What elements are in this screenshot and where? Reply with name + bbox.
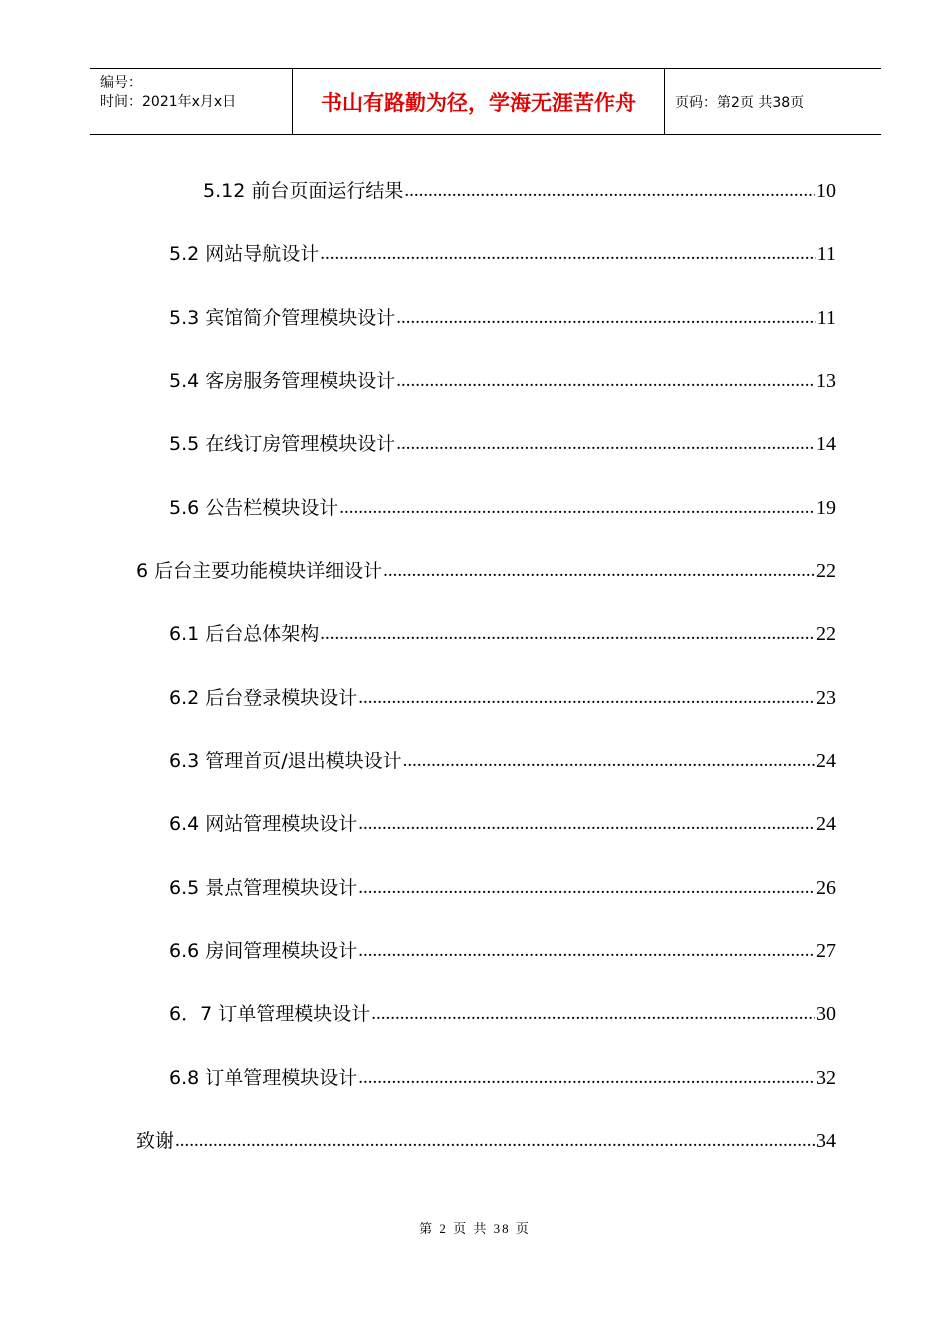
toc-entry[interactable] [169,363,836,393]
toc-leader-dots [358,686,815,710]
toc-entry-label: 6.6 房间管理模块设计 [169,940,358,962]
toc-entry-page: 10 [816,180,836,202]
toc-leader-dots [320,622,815,646]
toc-entry-label: 6.1 后台总体架构 [169,623,320,645]
toc-entry[interactable] [169,1060,836,1090]
toc-leader-dots [396,306,815,330]
number-label: 编号： [100,75,142,91]
time-label: 时间：2021年x月x日 [100,94,237,110]
toc-entry-page: 19 [816,497,836,519]
toc-leader-dots [358,939,815,963]
toc-entry-label: 5.3 宾馆简介管理模块设计 [169,307,396,329]
toc-entry-page: 11 [816,307,836,329]
toc-entry-page: 14 [816,433,836,455]
toc-entry-label: 5.2 网站导航设计 [169,243,320,265]
toc-entry-page: 34 [816,1130,836,1152]
toc-leader-dots [403,749,815,773]
toc-leader-dots [320,242,815,266]
toc-entry-page: 24 [816,813,836,835]
toc-leader-dots [404,179,815,203]
toc-entry-label: 6.4 网站管理模块设计 [169,813,358,835]
toc-entry[interactable] [169,426,836,456]
toc-leader-dots [371,1002,815,1026]
toc-leader-dots [358,1066,815,1090]
toc-entry[interactable] [169,236,836,266]
toc-entry[interactable] [169,490,836,520]
toc-entry-page: 22 [816,623,836,645]
toc-entry-page: 26 [816,877,836,899]
page-header [90,68,881,135]
toc-entry-page: 13 [816,370,836,392]
page-footer: 第 2 页 共 38 页 [419,1221,531,1236]
toc-entry-page: 11 [816,243,836,265]
toc-entry[interactable] [169,806,836,836]
toc-entry-page: 24 [816,750,836,772]
toc-entry[interactable] [169,300,836,330]
toc-entry[interactable] [169,616,836,646]
toc-leader-dots [383,559,815,583]
toc-entry-page: 22 [816,560,836,582]
toc-entry-label: 5.12 前台页面运行结果 [203,180,404,202]
toc-entry[interactable] [169,680,836,710]
motto-text: 书山有路勤为径，学海无涯苦作舟 [293,69,665,134]
toc-entry-label: 6．7 订单管理模块设计 [169,1003,371,1025]
toc-entry-label: 5.6 公告栏模块设计 [169,497,339,519]
toc-entry-label: 5.4 客房服务管理模块设计 [169,370,396,392]
toc-entry[interactable] [169,743,836,773]
toc-entry-label: 6.3 管理首页/退出模块设计 [169,750,402,772]
toc-leader-dots [396,369,815,393]
toc-entry[interactable] [169,996,836,1026]
toc-entry[interactable] [136,1123,836,1153]
toc-entry-page: 23 [816,687,836,709]
toc-entry[interactable] [169,870,836,900]
toc-entry-label: 6.2 后台登录模块设计 [169,687,358,709]
toc-entry[interactable] [203,173,836,203]
toc-entry-page: 30 [816,1003,836,1025]
toc-leader-dots [175,1129,815,1153]
header-meta-cell [90,69,293,134]
toc-entry-label: 6 后台主要功能模块详细设计 [136,560,383,582]
toc-entry-label: 6.5 景点管理模块设计 [169,877,358,899]
toc-leader-dots [396,432,815,456]
toc-entry-label: 致谢 [136,1130,175,1152]
toc-leader-dots [358,812,815,836]
toc-entry-page: 32 [816,1067,836,1089]
toc-entry[interactable] [169,933,836,963]
toc-leader-dots [358,876,815,900]
toc-entry-page: 27 [816,940,836,962]
toc-entry-label: 6.8 订单管理模块设计 [169,1067,358,1089]
toc-leader-dots [339,496,815,520]
toc-entry[interactable] [136,553,836,583]
toc-entry-label: 5.5 在线订房管理模块设计 [169,433,396,455]
header-page-info: 页码：第2页 共38页 [675,94,805,111]
